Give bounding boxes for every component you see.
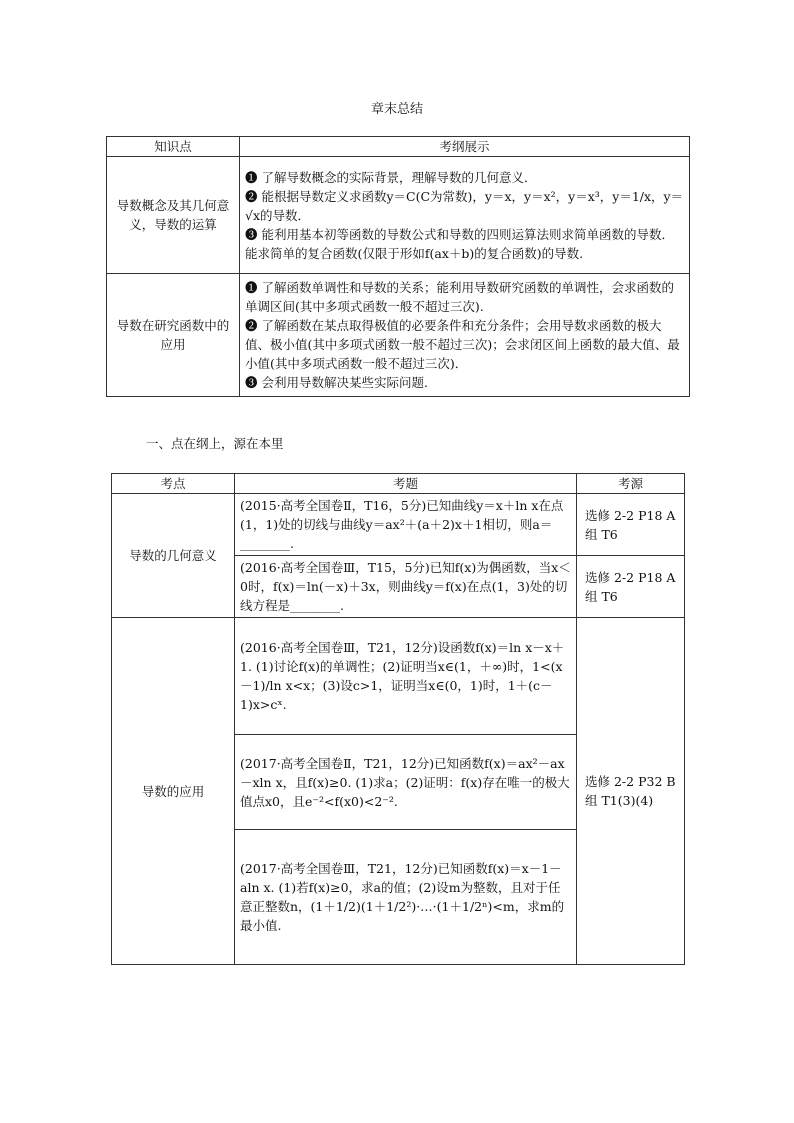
table-row	[112, 618, 685, 735]
column-header-point: 考点	[112, 474, 235, 494]
syllabus-table	[106, 136, 690, 397]
source-cell: 选修 2-2 P18 A组 T6	[577, 556, 685, 618]
problem-cell: (2015·高考全国卷Ⅱ，T16，5分)已知曲线y＝x＋ln x在点(1，1)处的切线与曲线y＝ax²＋(a＋2)x＋1相切，则a＝________.	[235, 494, 577, 556]
table-row	[112, 494, 685, 556]
table-row	[107, 157, 690, 274]
topic-cell: 导数在研究函数中的应用	[107, 274, 240, 397]
syllabus-cell	[240, 157, 690, 274]
column-header-source: 考源	[577, 474, 685, 494]
column-header-syllabus: 考纲展示	[240, 137, 690, 157]
problem-cell: (2017·高考全国卷Ⅲ，T21，12分)已知函数f(x)＝x－1－aln x. (1)若f(x)≥0，求a的值；(2)设m为整数，且对于任意正整数n，(1＋1/2)(1＋1/2²)·…·(1＋1/2ⁿ)<m，求m的最小值.	[235, 830, 577, 965]
source-cell: 选修 2-2 P32 B组 T1(3)(4)	[577, 618, 685, 965]
column-header-knowledge-point: 知识点	[107, 137, 240, 157]
exam-source-table	[111, 473, 685, 965]
problem-cell: (2016·高考全国卷Ⅲ，T21，12分)设函数f(x)＝ln x－x＋1. (1)讨论f(x)的单调性；(2)证明当x∈(1，＋∞)时，1<(x－1)/ln x<x；(3)设c>1，证明当x∈(0，1)时，1＋(c－1)x>cˣ.	[235, 618, 577, 735]
syllabus-item: ❸ 会利用导数解决某些实际问题.	[245, 375, 428, 390]
syllabus-item: ❷ 能根据导数定义求函数y＝C(C为常数)，y＝x，y＝x²，y＝x³，y＝1/x，y＝√x的导数．	[245, 188, 684, 223]
source-cell: 选修 2-2 P18 A组 T6	[577, 494, 685, 556]
syllabus-item: ❶ 了解导数概念的实际背景，理解导数的几何意义．	[245, 169, 537, 185]
exam-point-cell: 导数的几何意义	[112, 494, 235, 618]
table-header-row	[107, 137, 690, 157]
table-row	[107, 274, 690, 397]
syllabus-item: ❷ 了解函数在某点取得极值的必要条件和充分条件；会用导数求函数的极大值、极小值(其中多项式函数一般不超过三次)；会求闭区间上函数的最大值、最小值(其中多项式函数一般不超过三次)．	[245, 318, 680, 371]
column-header-problem: 考题	[235, 474, 577, 494]
problem-cell: (2016·高考全国卷Ⅲ，T15，5分)已知f(x)为偶函数，当x＜0时，f(x)＝ln(－x)＋3x，则曲线y＝f(x)在点(1，3)处的切线方程是________.	[235, 556, 577, 618]
syllabus-cell	[240, 274, 690, 397]
page-title: 章末总结	[370, 102, 423, 117]
exam-point-cell: 导数的应用	[112, 618, 235, 965]
table-header-row	[112, 474, 685, 494]
syllabus-item: ❸ 能利用基本初等函数的导数公式和导数的四则运算法则求简单函数的导数．能求简单的复合函数(仅限于形如f(ax＋b)的复合函数)的导数.	[245, 226, 674, 261]
syllabus-item: ❶ 了解函数单调性和导数的关系；能利用导数研究函数的单调性，会求函数的单调区间(其中多项式函数一般不超过三次).	[245, 280, 674, 314]
problem-cell: (2017·高考全国卷Ⅱ，T21，12分)已知函数f(x)＝ax²－ax－xln x，且f(x)≥0. (1)求a；(2)证明：f(x)存在唯一的极大值点x0，且e⁻²<f(x0)<2⁻².	[235, 735, 577, 830]
section-heading: 一、点在纲上，源在本里	[146, 436, 284, 451]
topic-cell: 导数概念及其几何意义，导数的运算	[107, 157, 240, 274]
